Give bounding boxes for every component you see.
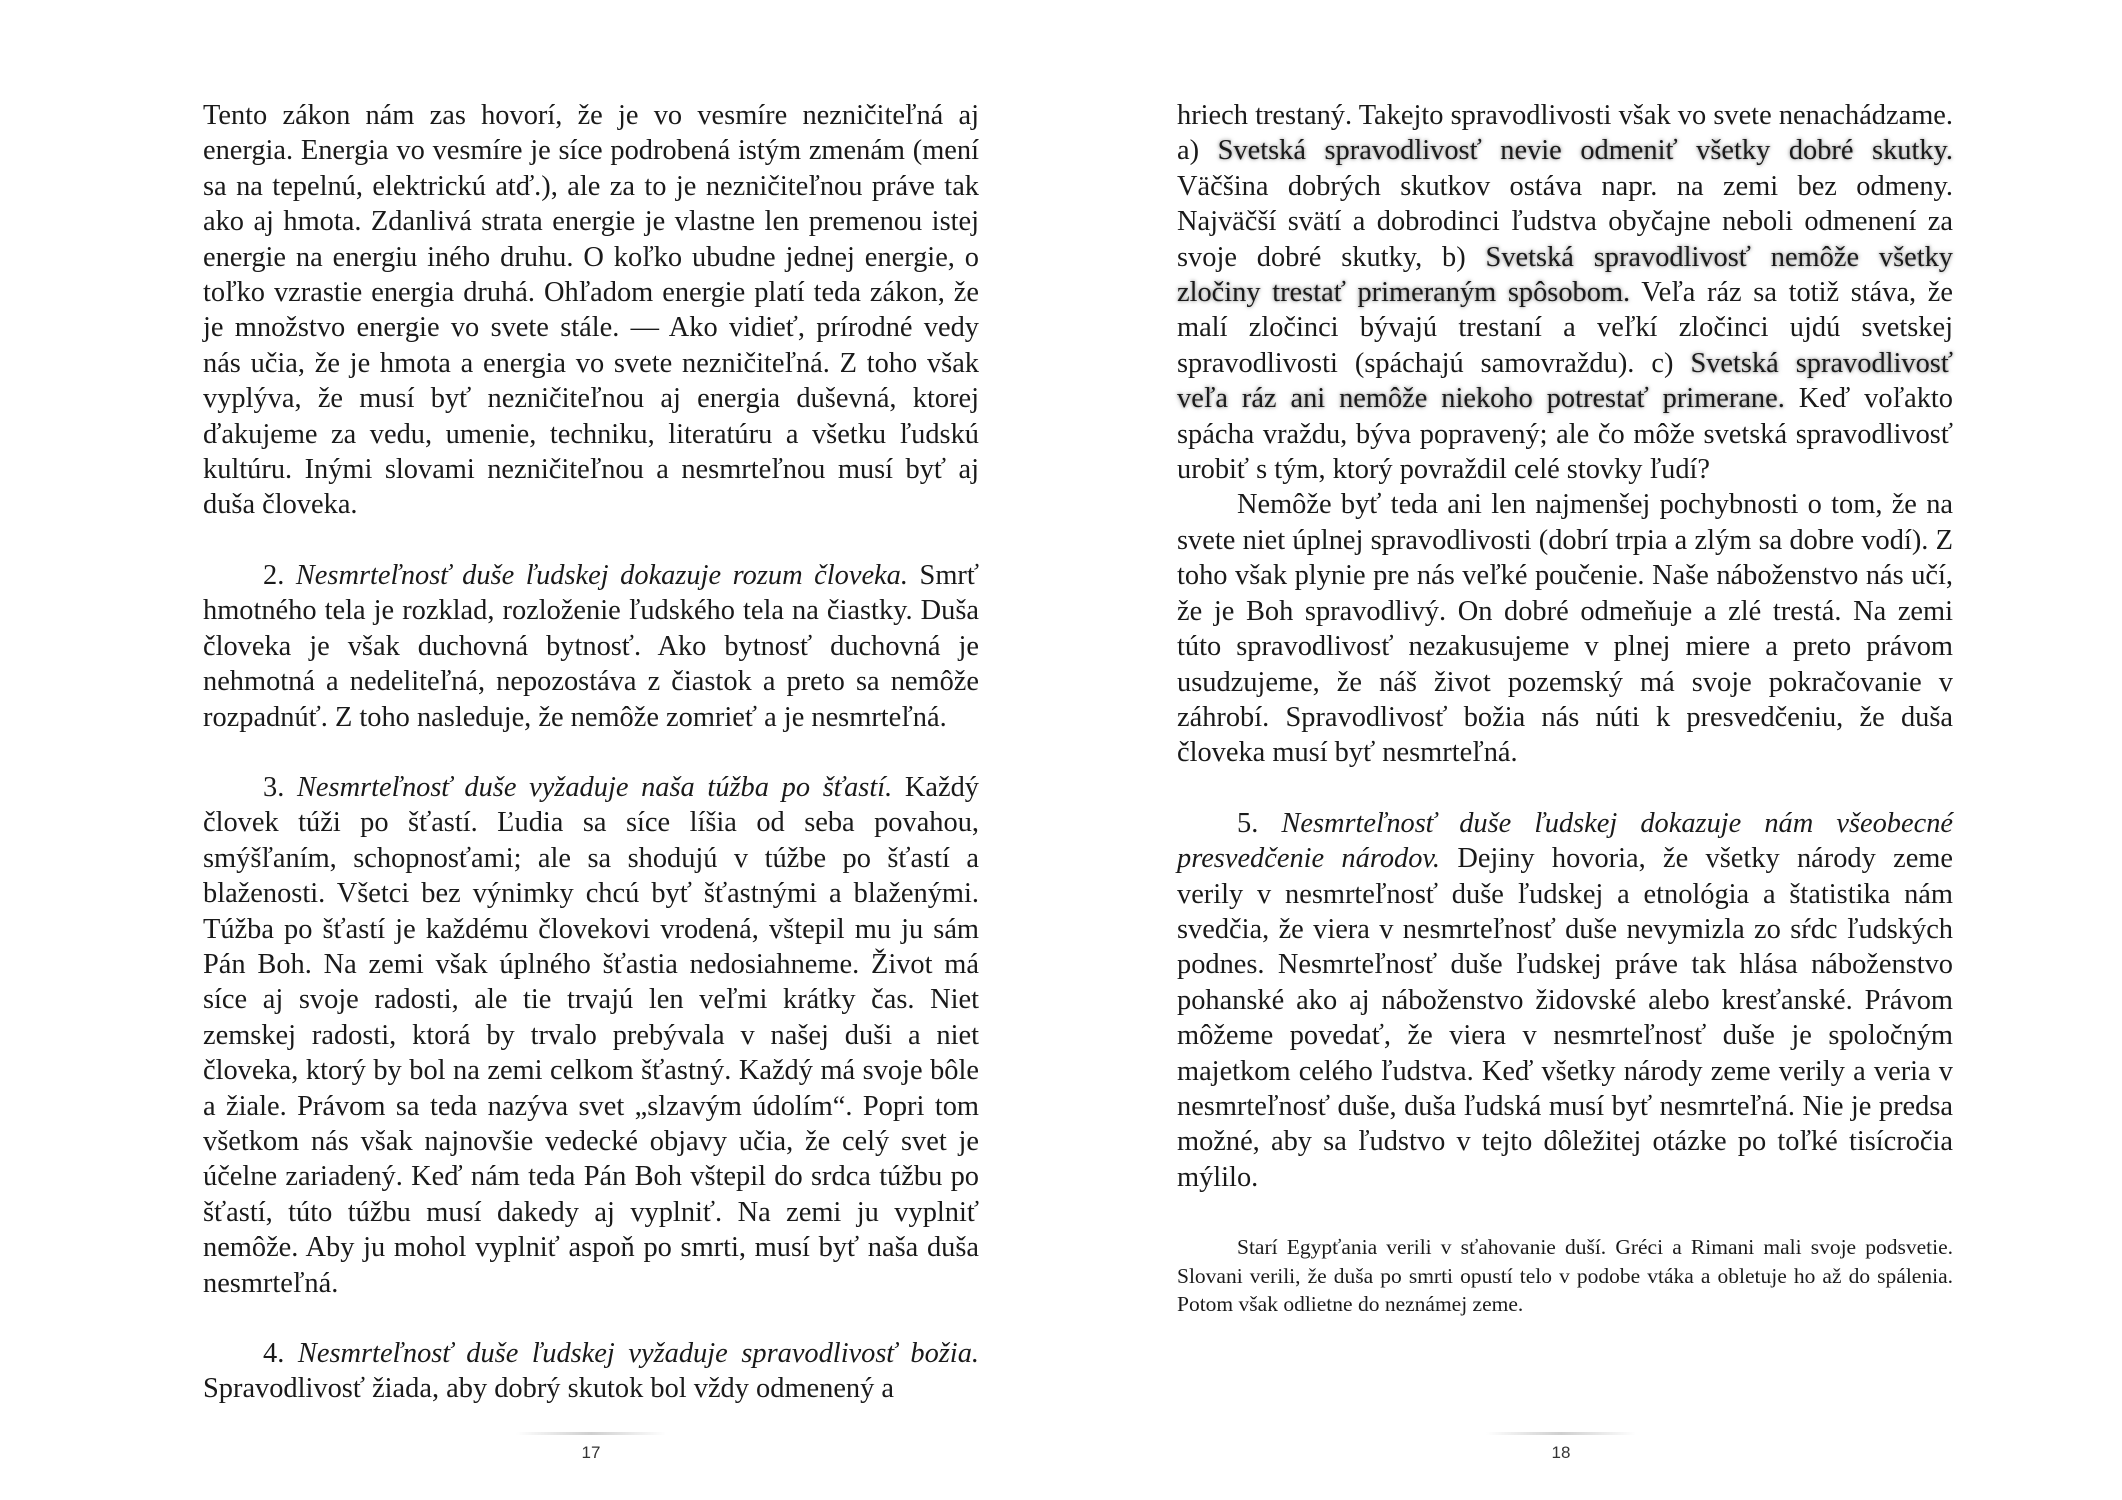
section-number: 5. xyxy=(1237,807,1259,839)
highlighted-text: Svetská spravodlivosť nevie odmeniť všetky dobré skutky. xyxy=(1217,135,1953,167)
left-page-footer xyxy=(441,1432,741,1463)
paragraph-nations xyxy=(1177,806,1953,1195)
section-title: Nesmrteľnosť duše ľudskej dokazuje nám všeobecné presvedčenie národov. xyxy=(1177,807,1953,875)
section-title: Nesmrteľnosť duše ľudskej dokazuje rozum človeka. xyxy=(295,559,908,591)
paragraph-conclusion: Nemôže byť teda ani len najmenšej pochybnosti o tom, že na svete niet úplnej spravodlivosti (dobrí trpia a zlým sa dobre vodí). Z toho však plynie pre nás veľké poučenie. Naše náboženstvo nás učí, že je Boh spravodlivý. On dobré odmeňuje a zlé trestá. Na zemi túto spravodlivosť nezakusujeme v plnej miere a preto právom usudzujeme, že náš život pozemský má svoje pokračovanie v záhrobí. Spravodlivosť božia nás núti k presvedčeniu, že duša človeka musí byť nesmrteľná. xyxy=(1177,489,1953,769)
highlighted-text: Svetská spravodlivosť nemôže všetky zločiny trestať primeraným spôsobom. xyxy=(1177,241,1953,309)
text-run: Väčšina dobrých skutkov ostáva napr. na zemi bez odmeny. Najväčší svätí a dobrodinci ľudstva obyčajne neboli odmenení za svoje dobré skutky, b) xyxy=(1177,170,1953,273)
section-title: Nesmrteľnosť duše ľudskej vyžaduje spravodlivosť božia. xyxy=(297,1338,979,1369)
paragraph-energy: Tento zákon nám zas hovorí, že je vo vesmíre nezničiteľná aj energia. Energia vo vesmíre je síce podrobená istým zmenám (mení sa na tepelnú, elektrickú atď.), ale za to je nezničiteľnou práve tak ako aj hmota. Zdanlivá strata energie je vlastne len premenou istej energie na energiu iného druhu. O koľko ubudne jednej energie, o toľko vzrastie energia druhá. Ohľadom energie platí teda zákon, že je množstvo energie vo svete stále. — Ako vidieť, prírodné vedy nás učia, že je hmota a energia vo svete nezničiteľná. Z toho však vyplýva, že musí byť nezničiteľnou aj energia duševná, ktorej ďakujeme za vedu, umenie, techniku, literatúru a všetku ľudskú kultúru. Inými slovami nezničiteľnou a nesmrteľnou musí byť aj duša človeka. xyxy=(203,100,979,521)
right-page xyxy=(1177,98,1953,1418)
footer-divider xyxy=(516,1432,666,1435)
page-number: 18 xyxy=(1551,1443,1571,1462)
section-body: Každý človek túži po šťastí. Ľudia sa síce líšia od seba povahou, smýšľaním, schopnosťami; ale sa shodujú v túžbe po šťastí a blaženosti. Všetci bez výnimky chcú byť šťastnými a blaženými. Túžba po šťastí je každému človekovi vrodená, vštepil mu ju sám Pán Boh. Na zemi však úplného šťastia nedosiahneme. Život má síce aj svoje radosti, ale tie trvajú len veľmi krátky čas. Niet zemskej radosti, ktorá by trvalo prebývala v našej duši a niet človeka, ktorý by bol na zemi celkom šťastný. Každý má svoje bôle a žiale. Právom sa teda nazýva svet „slzavým údolím“. Popri tom všetkom nás však najnovšie vedecké objavy učia, že celý svet je účelne zariadený. Keď nám teda Pán Boh vštepil do srdca túžbu po šťastí, túto túžbu musí dakedy aj vyplniť. Na zemi ju vyplniť nemôže. Aby ju mohol vyplniť aspoň po smrti, musí byť naša duša nesmrteľná. xyxy=(203,771,979,1299)
text-run: hriech trestaný. Takejto spravodlivosti však vo svete nenachádzame. a) xyxy=(1177,100,1953,167)
paragraph-justice-continued xyxy=(1177,98,1953,487)
page-number: 17 xyxy=(581,1443,601,1462)
left-page xyxy=(203,98,979,1418)
section-body: Dejiny hovoria, že všetky národy zeme verily v nesmrteľnosť duše ľudskej a etnológia a štatistika nám svedčia, že viera v nesmrteľnosť duše nevymizla zo sŕdc ľudských podnes. Nesmrteľnosť duše ľudskej práve tak hlása náboženstvo pohanské ako aj náboženstvo židovské alebo kresťanské. Právom môžeme povedať, že viera v nesmrteľnosť duše je spoločným majetkom celého ľudstva. Keď všetky národy zeme verily a veria v nesmrteľnosť duše, duša ľudská musí byť nesmrteľná. Nie je predsa možné, aby sa ľudstvo v tejto dôležitej otázke po toľké tisícročia mýlilo. xyxy=(1177,843,1953,1193)
section-title: Nesmrteľnosť duše vyžaduje naša túžba po šťastí. xyxy=(296,771,893,803)
highlighted-text: Svetská spravodlivosť veľa ráz ani nemôže niekoho potrestať primerane. xyxy=(1177,347,1953,415)
paragraph-justice xyxy=(203,1336,979,1407)
right-page-footer xyxy=(1411,1432,1711,1463)
section-number: 4. xyxy=(263,1338,285,1369)
paragraph-reason xyxy=(203,558,979,735)
section-number: 3. xyxy=(263,771,285,803)
section-number: 2. xyxy=(263,559,285,591)
footer-divider xyxy=(1486,1432,1636,1435)
section-body: Smrť hmotného tela je rozklad, rozloženie ľudského tela na čiastky. Duša človeka je však duchovná bytnosť. Ako bytnosť duchovná je nehmotná a nedeliteľná, nepozostáva z čiastok a preto sa nemôže rozpadnúť. Z toho nasleduje, že nemôže zomrieť a je nesmrteľná. xyxy=(203,559,979,733)
text-run: Keď voľakto spácha vraždu, býva popravený; ale čo môže svetská spravodlivosť urobiť s tým, ktorý povraždil celé stovky ľudí? xyxy=(1177,383,1953,486)
footnote: Starí Egypťania verili v sťahovanie duší. Gréci a Rimani mali svoje podsvetie. Slovani verili, že duša po smrti opustí telo v podobe vtáka a obletuje ho až do spálenia. Potom však odlietne do neznámej zeme. xyxy=(1177,1235,1953,1317)
paragraph-happiness xyxy=(203,770,979,1301)
section-body: Spravodlivosť žiada, aby dobrý skutok bol vždy odmenený a xyxy=(203,1373,895,1405)
text-run: Veľa ráz sa totiž stáva, že malí zločinci bývajú trestaní a veľkí zločinci ujdú svetskej spravodlivosti (spáchajú samovraždu). c) xyxy=(1177,277,1953,379)
